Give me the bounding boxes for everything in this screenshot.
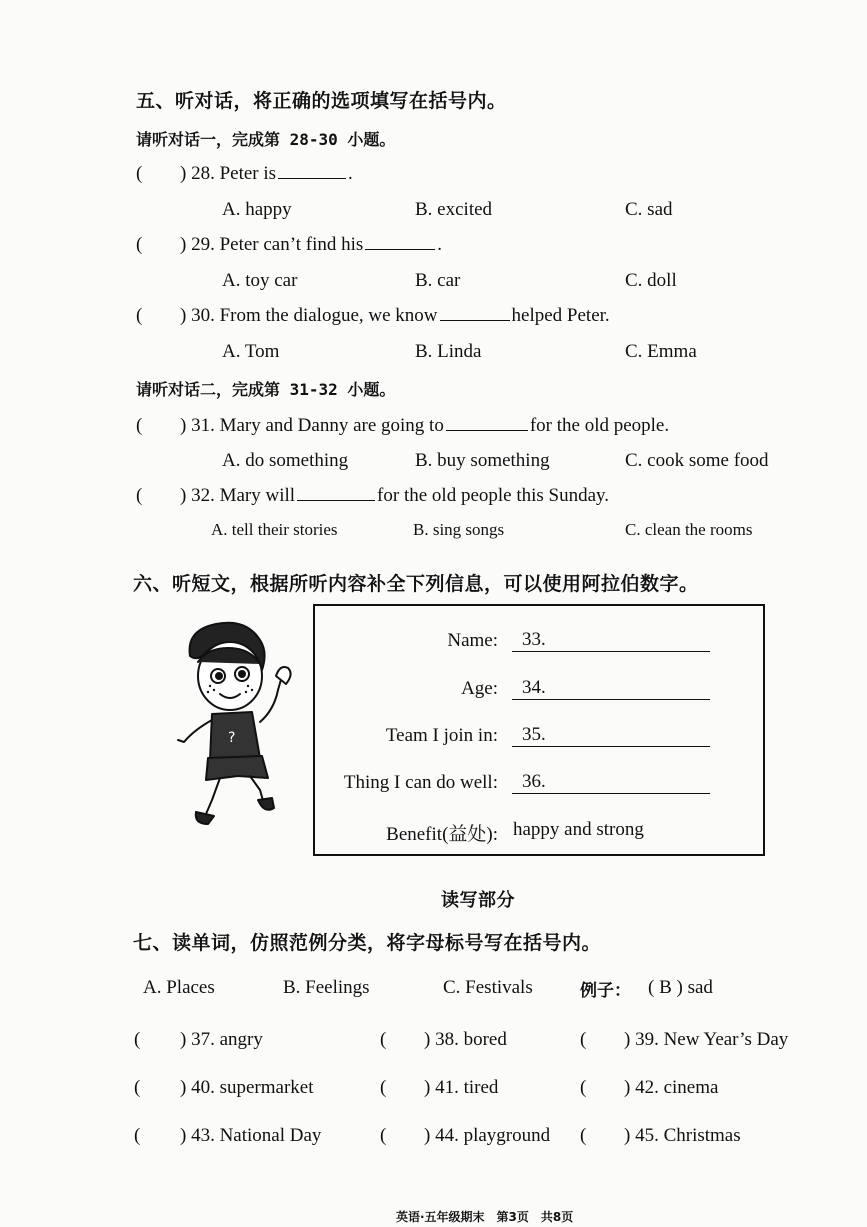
option-29-c: C. doll bbox=[625, 270, 677, 291]
info-field-35[interactable]: 35. bbox=[512, 724, 710, 747]
info-label-thing: Thing I can do well: bbox=[343, 772, 498, 793]
answer-paren-45[interactable]: ( bbox=[580, 1125, 587, 1146]
option-29-a: A. toy car bbox=[222, 270, 298, 291]
question-31: ) 31. Mary and Danny are going to for the old people. bbox=[180, 415, 670, 436]
option-30-b: B. Linda bbox=[415, 341, 482, 362]
option-32-a: A. tell their stories bbox=[211, 520, 338, 539]
option-29-b: B. car bbox=[415, 270, 461, 291]
option-30-a: A. Tom bbox=[222, 341, 280, 362]
question-30: ) 30. From the dialogue, we know helped Peter. bbox=[180, 305, 610, 326]
reading-writing-title: 读写部分 bbox=[441, 890, 515, 911]
answer-paren-29[interactable]: ( bbox=[136, 234, 143, 255]
option-30-c: C. Emma bbox=[625, 341, 697, 362]
item-43: ) 43. National Day bbox=[180, 1125, 322, 1146]
category-festivals: C. Festivals bbox=[443, 977, 533, 998]
item-42: ) 42. cinema bbox=[624, 1077, 719, 1098]
answer-paren-42[interactable]: ( bbox=[580, 1077, 587, 1098]
blank-31[interactable] bbox=[446, 416, 528, 431]
question-32: ) 32. Mary will for the old people this Sunday. bbox=[180, 485, 610, 506]
answer-paren-32[interactable]: ( bbox=[136, 485, 143, 506]
blank-29[interactable] bbox=[365, 235, 435, 250]
example-label: 例子： bbox=[580, 981, 631, 1001]
svg-text:?: ? bbox=[228, 730, 236, 746]
blank-28[interactable] bbox=[278, 164, 346, 179]
item-44: ) 44. playground bbox=[424, 1125, 551, 1146]
section7-heading: 七、读单词，仿照范例分类，将字母标号写在括号内。 bbox=[133, 932, 602, 954]
option-32-b: B. sing songs bbox=[413, 520, 505, 539]
answer-paren-30[interactable]: ( bbox=[136, 305, 143, 326]
dialogue2-instruction: 请听对话二，完成第 31-32 小题。 bbox=[136, 380, 396, 399]
answer-paren-28[interactable]: ( bbox=[136, 163, 143, 184]
info-value-benefit: happy and strong bbox=[513, 819, 644, 840]
info-field-36[interactable]: 36. bbox=[512, 771, 710, 794]
answer-paren-44[interactable]: ( bbox=[380, 1125, 387, 1146]
item-39: ) 39. New Year’s Day bbox=[624, 1029, 789, 1050]
info-field-33[interactable]: 33. bbox=[512, 629, 710, 652]
section6-heading: 六、听短文，根据所听内容补全下列信息，可以使用阿拉伯数字。 bbox=[133, 573, 699, 595]
info-field-34[interactable]: 34. bbox=[512, 677, 710, 700]
info-box bbox=[313, 604, 765, 856]
question-29: ) 29. Peter can’t find his . bbox=[180, 234, 443, 255]
option-28-a: A. happy bbox=[222, 199, 292, 220]
answer-paren-39[interactable]: ( bbox=[580, 1029, 587, 1050]
boy-cartoon-illustration bbox=[168, 618, 303, 833]
blank-32[interactable] bbox=[297, 486, 375, 501]
example-answer: ( B ) sad bbox=[648, 977, 713, 998]
page-footer: 英语·五年级期末 第3页 共8页 bbox=[396, 1210, 574, 1224]
option-32-c: C. clean the rooms bbox=[625, 520, 753, 539]
question-28: ) 28. Peter is . bbox=[180, 163, 353, 184]
answer-paren-43[interactable]: ( bbox=[134, 1125, 141, 1146]
answer-paren-40[interactable]: ( bbox=[134, 1077, 141, 1098]
category-places: A. Places bbox=[143, 977, 215, 998]
option-28-b: B. excited bbox=[415, 199, 493, 220]
item-45: ) 45. Christmas bbox=[624, 1125, 741, 1146]
item-41: ) 41. tired bbox=[424, 1077, 499, 1098]
option-28-c: C. sad bbox=[625, 199, 673, 220]
item-40: ) 40. supermarket bbox=[180, 1077, 314, 1098]
answer-paren-38[interactable]: ( bbox=[380, 1029, 387, 1050]
answer-paren-41[interactable]: ( bbox=[380, 1077, 387, 1098]
category-feelings: B. Feelings bbox=[283, 977, 370, 998]
option-31-b: B. buy something bbox=[415, 450, 550, 471]
section5-heading: 五、听对话，将正确的选项填写在括号内。 bbox=[136, 90, 507, 112]
answer-paren-31[interactable]: ( bbox=[136, 415, 143, 436]
item-38: ) 38. bored bbox=[424, 1029, 507, 1050]
info-label-age: Age: bbox=[461, 678, 498, 699]
item-37: ) 37. angry bbox=[180, 1029, 263, 1050]
option-31-c: C. cook some food bbox=[625, 450, 769, 471]
blank-30[interactable] bbox=[440, 306, 510, 321]
info-label-name: Name: bbox=[447, 630, 498, 651]
dialogue1-instruction: 请听对话一，完成第 28-30 小题。 bbox=[136, 130, 396, 149]
option-31-a: A. do something bbox=[222, 450, 349, 471]
answer-paren-37[interactable]: ( bbox=[134, 1029, 141, 1050]
info-label-team: Team I join in: bbox=[385, 725, 498, 746]
info-label-benefit: Benefit(益处): bbox=[386, 824, 498, 845]
